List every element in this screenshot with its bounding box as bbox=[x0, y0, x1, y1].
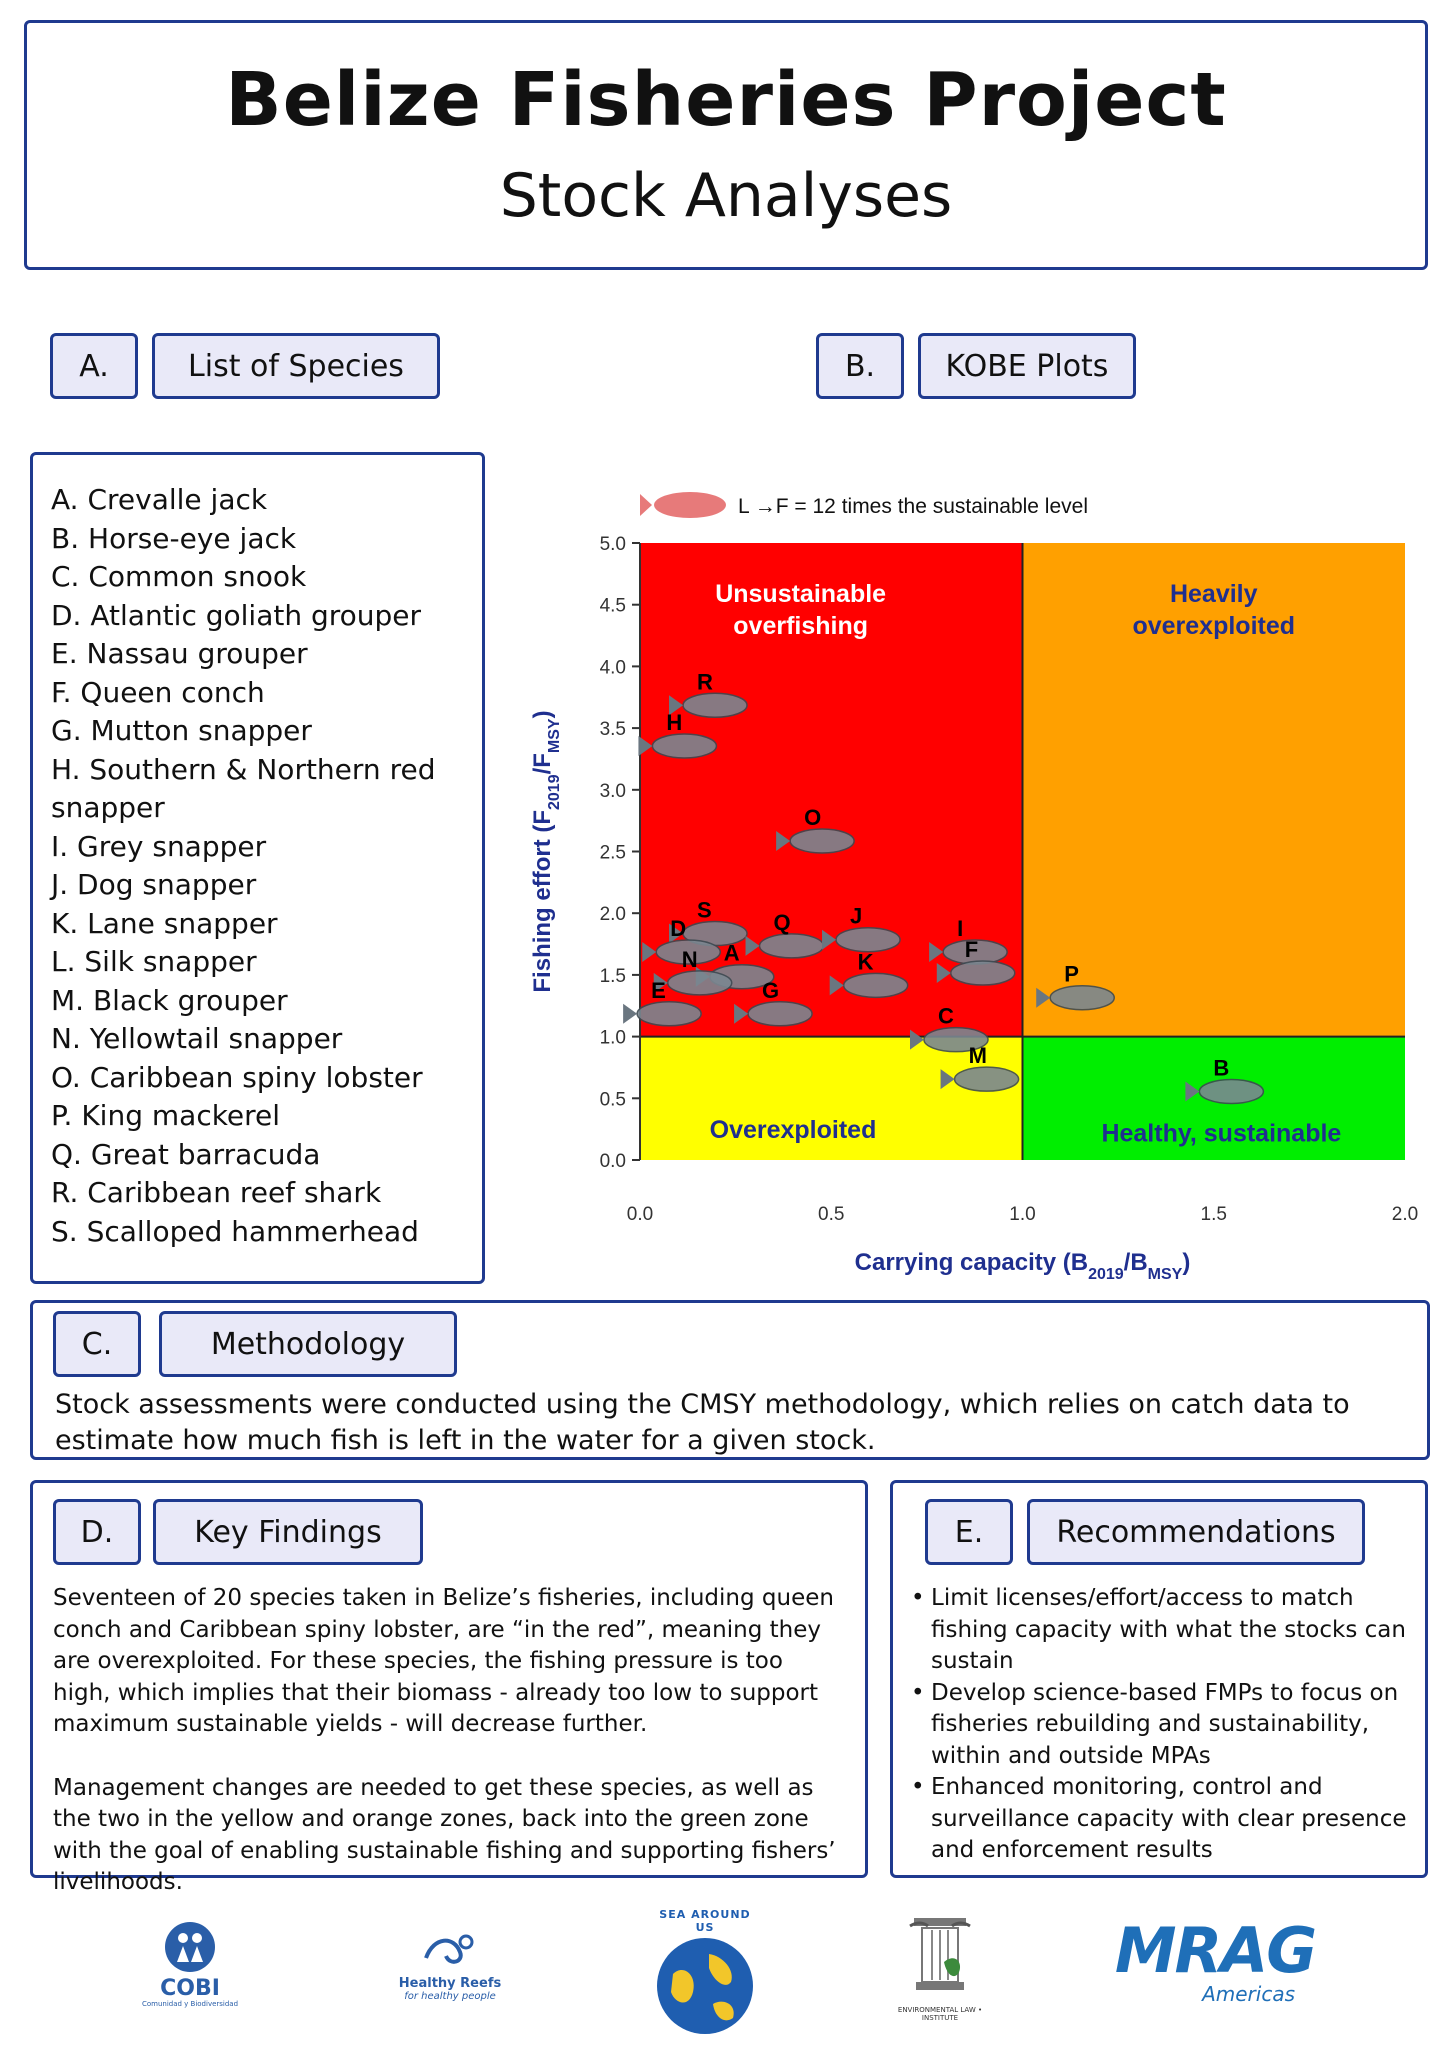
species-item: N. Yellowtail snapper bbox=[51, 1022, 343, 1055]
y-tick-label: 1.0 bbox=[599, 1027, 626, 1049]
zone-label: Healthy, sustainable bbox=[1101, 1119, 1342, 1148]
section-c-label: Methodology bbox=[159, 1311, 457, 1377]
species-m-icon bbox=[955, 1067, 1019, 1091]
eli-column-icon bbox=[900, 1912, 980, 2002]
page-title: Belize Fisheries Project bbox=[225, 57, 1227, 143]
recommendations-list bbox=[911, 1583, 1415, 1867]
section-d-letter: D. bbox=[53, 1499, 141, 1565]
y-tick-label: 0.5 bbox=[599, 1089, 626, 1111]
kobe-plot bbox=[500, 480, 1430, 1290]
page-subtitle: Stock Analyses bbox=[499, 161, 953, 231]
recommendations-section bbox=[890, 1480, 1428, 1878]
eli-wordmark: ENVIRONMENTAL LAW • INSTITUTE bbox=[897, 2006, 983, 2022]
point-label: F bbox=[964, 937, 979, 963]
section-a-letter: A. bbox=[50, 333, 138, 399]
species-item: K. Lane snapper bbox=[51, 906, 278, 940]
point-label: A bbox=[723, 940, 740, 966]
species-r-icon bbox=[683, 693, 747, 717]
species-item: R. Caribbean reef shark bbox=[51, 1176, 382, 1209]
point-label: R bbox=[697, 669, 713, 695]
x-tick-label: 0.0 bbox=[626, 1204, 654, 1225]
species-item: C. Common snook bbox=[51, 560, 307, 593]
recommendation-item: • Develop science-based FMPs to focus on fisheries rebuilding and sustainability, within and outside MPAs bbox=[911, 1678, 1415, 1773]
species-o-icon bbox=[790, 829, 854, 853]
species-b-icon bbox=[1199, 1079, 1263, 1103]
annotation-text: L →F = 12 times the sustainable level bbox=[738, 495, 1088, 518]
point-label: M bbox=[968, 1043, 987, 1069]
healthy-reefs-tagline: for healthy people bbox=[404, 1991, 496, 2002]
point-label: P bbox=[1064, 961, 1079, 987]
section-b-letter: B. bbox=[816, 333, 904, 399]
section-b-label: KOBE Plots bbox=[918, 333, 1136, 399]
species-e-icon bbox=[637, 1002, 701, 1026]
species-item: B. Horse-eye jack bbox=[51, 521, 297, 555]
species-item: O. Caribbean spiny lobster bbox=[51, 1060, 423, 1094]
species-j-icon bbox=[836, 928, 900, 952]
point-label: Q bbox=[773, 909, 791, 935]
cobi-emblem-icon bbox=[163, 1920, 217, 1974]
species-tail-icon bbox=[623, 1004, 637, 1024]
section-e-label: Recommendations bbox=[1027, 1499, 1365, 1565]
y-tick-label: 1.5 bbox=[599, 965, 626, 987]
species-g-icon bbox=[748, 1002, 812, 1026]
species-n-icon bbox=[668, 971, 732, 995]
x-tick-label: 0.5 bbox=[818, 1204, 845, 1225]
findings-paragraph: Management changes are needed to get these species, as well as the two in the yellow and orange zones, back into the green zone with the goal of enabling sustainable fishing and supporting fishers’ livelihoods. bbox=[53, 1774, 836, 1895]
mrag-logo bbox=[1105, 1914, 1325, 2006]
point-label: C bbox=[938, 1003, 954, 1029]
section-d-label: Key Findings bbox=[153, 1499, 423, 1565]
section-e-letter: E. bbox=[925, 1499, 1013, 1565]
annotation-fish-icon bbox=[654, 492, 726, 518]
sea-around-us-wordmark: SEA AROUND US bbox=[659, 1908, 751, 1934]
cobi-wordmark: COBI bbox=[160, 1976, 220, 2001]
x-tick-label: 2.0 bbox=[1391, 1204, 1419, 1225]
species-item: P. King mackerel bbox=[51, 1099, 281, 1132]
healthy-reefs-wave-icon bbox=[420, 1928, 480, 1972]
point-label: D bbox=[670, 916, 687, 942]
mrag-tagline: Americas bbox=[1202, 1982, 1295, 2006]
zone-label: overfishing bbox=[733, 612, 869, 641]
zone-label: Heavily bbox=[1169, 580, 1258, 609]
findings-paragraph: Seventeen of 20 species taken in Belize’s fisheries, including queen conch and Caribbean spiny lobster, are “in the red”, meaning they are overexploited. For these species, the fishing pressure is too high, which implies that their biomass - already too low to support maximum sustainable yields - will decrease further. bbox=[53, 1585, 834, 1737]
species-p-icon bbox=[1050, 986, 1114, 1010]
point-label: O bbox=[804, 804, 822, 830]
species-item: F. Queen conch bbox=[51, 675, 265, 709]
title-banner bbox=[24, 20, 1428, 270]
y-tick-label: 5.0 bbox=[599, 534, 626, 555]
species-item: Q. Great barracuda bbox=[51, 1137, 321, 1171]
methodology-section bbox=[30, 1300, 1430, 1460]
species-item: A. Crevalle jack bbox=[51, 483, 268, 516]
annotation-fish-tail-icon bbox=[640, 494, 652, 516]
x-axis-label: Carrying capacity $(B_{2019}/B_{MSY})$ bbox=[854, 1249, 1191, 1283]
eli-logo bbox=[885, 1912, 995, 2022]
species-item: J. Dog snapper bbox=[51, 868, 257, 901]
point-label: N bbox=[681, 946, 698, 972]
species-list bbox=[30, 452, 485, 1284]
zone-label: overexploited bbox=[1132, 612, 1296, 641]
species-f-icon bbox=[951, 961, 1015, 985]
healthy-reefs-wordmark: Healthy Reefs bbox=[398, 1976, 502, 1991]
zone-label: Unsustainable bbox=[715, 580, 887, 609]
point-label: B bbox=[1213, 1055, 1230, 1081]
point-label: G bbox=[762, 977, 780, 1003]
point-label: S bbox=[697, 897, 712, 923]
cobi-tagline: Comunidad y Biodiversidad bbox=[141, 2000, 239, 2008]
y-tick-label: 2.0 bbox=[599, 904, 626, 926]
recommendation-item: • Limit licenses/effort/access to match fishing capacity with what the stocks can sustain bbox=[911, 1583, 1415, 1678]
species-q-icon bbox=[760, 934, 824, 958]
section-c-letter: C. bbox=[53, 1311, 141, 1377]
y-tick-label: 3.5 bbox=[599, 719, 626, 741]
species-item: D. Atlantic goliath grouper bbox=[51, 598, 422, 632]
sea-around-us-globe-icon bbox=[653, 1934, 757, 2038]
species-k-icon bbox=[844, 973, 908, 997]
findings-text bbox=[53, 1583, 845, 1931]
point-label: H bbox=[666, 709, 683, 735]
y-tick-label: 2.5 bbox=[599, 842, 626, 864]
section-a-label: List of Species bbox=[152, 333, 440, 399]
y-tick-label: 0.0 bbox=[599, 1151, 626, 1172]
y-tick-label: 4.0 bbox=[599, 657, 626, 679]
zone-label: Overexploited bbox=[709, 1115, 877, 1144]
species-item: snapper bbox=[51, 791, 165, 824]
species-item: M. Black grouper bbox=[51, 983, 288, 1017]
methodology-text: Stock assessments were conducted using the CMSY methodology, which relies on catch data to estimate how much fish is left in the water for a given stock. bbox=[55, 1389, 1350, 1456]
sea-around-us-logo bbox=[650, 1908, 760, 2042]
x-tick-label: 1.0 bbox=[1009, 1204, 1036, 1225]
species-item: I. Grey snapper bbox=[51, 829, 267, 863]
species-item: H. Southern & Northern red bbox=[51, 752, 436, 786]
point-label: K bbox=[857, 949, 874, 975]
y-axis-label: Fishing effort $(F_{2019}/F_{MSY})$ bbox=[529, 710, 563, 993]
species-item: E. Nassau grouper bbox=[51, 637, 308, 670]
y-tick-label: 4.5 bbox=[599, 595, 626, 617]
point-label: I bbox=[957, 916, 964, 942]
mrag-wordmark: MRAG bbox=[1114, 1914, 1316, 1987]
recommendation-item: • Enhanced monitoring, control and surveillance capacity with clear presence and enforcement results bbox=[911, 1772, 1415, 1867]
key-findings-section bbox=[30, 1480, 868, 1895]
point-label: E bbox=[651, 977, 666, 1003]
y-tick-label: 3.0 bbox=[599, 780, 626, 802]
point-label: J bbox=[850, 903, 863, 929]
x-tick-label: 1.5 bbox=[1200, 1204, 1227, 1225]
species-item: G. Mutton snapper bbox=[51, 714, 312, 747]
cobi-logo bbox=[140, 1920, 240, 2008]
species-item: L. Silk snapper bbox=[51, 945, 257, 978]
species-h-icon bbox=[652, 734, 716, 758]
species-item: S. Scalloped hammerhead bbox=[51, 1214, 419, 1248]
healthy-reefs-logo bbox=[390, 1928, 510, 2002]
